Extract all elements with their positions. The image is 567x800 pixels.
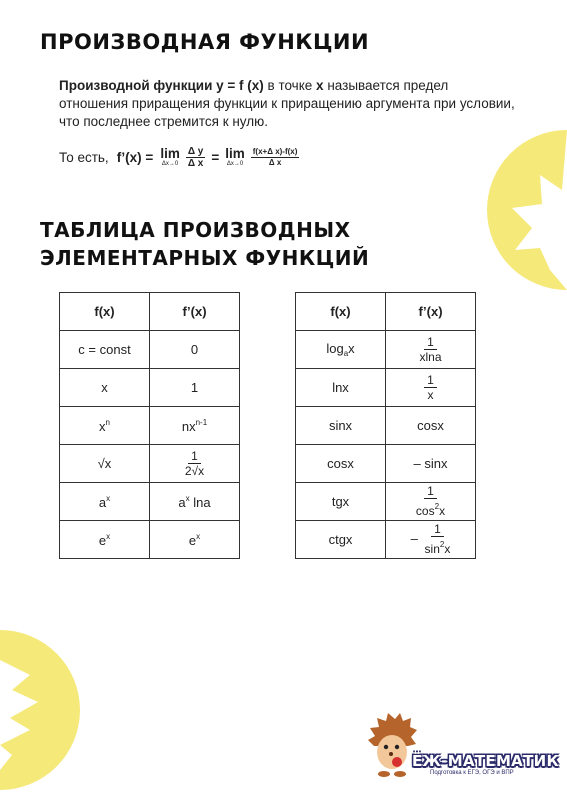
limit-subscript: Δx→0 [161, 160, 179, 167]
fraction-denominator [425, 537, 451, 557]
formula-fraction-1 [186, 146, 206, 169]
table-row [60, 483, 240, 521]
fraction-numerator: Δ y [187, 145, 204, 157]
cell-function: cosx [296, 445, 386, 483]
definition-text-part1: в точке [263, 78, 317, 93]
cell-derivative: cosx [386, 407, 476, 445]
cell-derivative: 0 [150, 331, 240, 369]
fraction-denominator: xlna [419, 349, 442, 364]
cell-function [296, 331, 386, 369]
table-title-line2: ЭЛЕМЕНТАРНЫХ ФУНКЦИЙ [40, 246, 370, 270]
fraction-numerator: 1 [424, 335, 437, 350]
cell-function: c = const [60, 331, 150, 369]
header-fx: f(x) [60, 293, 150, 331]
page-title: ПРОИЗВОДНАЯ ФУНКЦИИ [40, 30, 370, 54]
cell-function [60, 407, 150, 445]
fraction-numerator: 1 [431, 522, 444, 537]
cell-derivative [150, 521, 240, 559]
den-tail: x [439, 504, 446, 518]
table-section-title [40, 216, 369, 272]
formula-limit-2 [225, 147, 245, 168]
formula-limit-1 [160, 147, 180, 168]
table-row [60, 445, 240, 483]
exponent: 2 [439, 540, 445, 549]
base: e [188, 532, 197, 548]
exponent: n [105, 417, 110, 427]
tail: x [348, 341, 355, 356]
table-row [296, 445, 476, 483]
definition-text [59, 77, 519, 131]
fraction-denominator [416, 499, 445, 519]
definition-var: x [316, 78, 324, 93]
table-row [296, 483, 476, 521]
table-title-line1: ТАБЛИЦА ПРОИЗВОДНЫХ [40, 218, 351, 242]
yellow-star-decoration-right [470, 120, 567, 300]
cell-derivative [386, 331, 476, 369]
cell-function [60, 483, 150, 521]
fraction-numerator: 1 [188, 449, 201, 464]
subscript: a [343, 349, 349, 358]
exponent: n-1 [195, 417, 208, 427]
formula-fx: f’(x) = [116, 149, 154, 165]
fraction [419, 335, 441, 365]
header-dfx: f’(x) [386, 293, 476, 331]
fraction [425, 522, 451, 557]
formula-fraction-2 [251, 147, 300, 168]
base: a [178, 494, 186, 510]
header-fx: f(x) [296, 293, 386, 331]
cell-derivative [386, 483, 476, 521]
cell-derivative [386, 369, 476, 407]
exponent: x [196, 531, 201, 541]
table-row [60, 331, 240, 369]
fraction-numerator: 1 [424, 373, 437, 388]
definition-term: Производной функции y = f (x) [59, 78, 264, 93]
fraction-numerator: f(x+Δ x)-f(x) [252, 146, 298, 156]
cell-function: x [60, 369, 150, 407]
limit-word: lim [225, 145, 245, 161]
hedgehog-mascot-icon [366, 712, 418, 778]
cell-derivative [386, 521, 476, 559]
limit-subscript: Δx→0 [226, 160, 244, 167]
cell-function [60, 521, 150, 559]
den-base: cos [415, 504, 435, 518]
fraction-denominator: Δ x [268, 157, 282, 167]
fraction-numerator: 1 [424, 484, 437, 499]
exponent: x [106, 493, 111, 503]
table-row [296, 407, 476, 445]
table-row [60, 407, 240, 445]
brand-tagline: Подготовка к ЕГЭ, ОГЭ и ВПР [430, 770, 514, 776]
derivative-formula [59, 142, 302, 172]
table-row [296, 369, 476, 407]
den-base: sin [424, 542, 440, 556]
table-header-row [296, 293, 476, 331]
table-row [60, 521, 240, 559]
minus-sign: – [410, 530, 418, 546]
exponent: 2 [434, 502, 440, 511]
table-row [296, 331, 476, 369]
den-tail: x [444, 542, 451, 556]
exponent: x [185, 493, 190, 503]
base: e [98, 532, 107, 548]
tail: lna [189, 494, 211, 510]
derivatives-table-left [59, 292, 240, 559]
limit-word: lim [160, 145, 180, 161]
derivatives-table-right [295, 292, 476, 559]
cell-function: sinx [296, 407, 386, 445]
exponent: x [106, 531, 111, 541]
formula-equals: = [211, 149, 220, 165]
fraction-denominator: Δ x [187, 157, 204, 169]
cell-function: ctgx [296, 521, 386, 559]
base: a [98, 494, 107, 510]
base: log [326, 341, 344, 356]
base: nx [181, 418, 196, 434]
cell-function: lnx [296, 369, 386, 407]
formula-prefix: То есть, [59, 149, 109, 165]
brand-logo: ЁЖ-МАТЕМАТИК [412, 752, 560, 770]
fraction [185, 449, 204, 479]
base: x [99, 418, 106, 434]
fraction [424, 373, 437, 403]
table-row [60, 369, 240, 407]
yellow-star-decoration-left [0, 630, 80, 790]
fraction-denominator: x [427, 387, 434, 402]
cell-derivative [150, 483, 240, 521]
cell-function: tgx [296, 483, 386, 521]
cell-function: √x [60, 445, 150, 483]
table-row [296, 521, 476, 559]
fraction-denominator: 2√x [184, 463, 205, 478]
table-header-row [60, 293, 240, 331]
cell-derivative: 1 [150, 369, 240, 407]
fraction [416, 484, 445, 519]
cell-derivative [150, 407, 240, 445]
cell-derivative [150, 445, 240, 483]
cell-derivative: – sinx [386, 445, 476, 483]
definition-text-part2: называется предел отношения приращения функции к приращению аргумента при условии, что последнее стремится к нулю. [59, 78, 515, 129]
header-dfx: f’(x) [150, 293, 240, 331]
